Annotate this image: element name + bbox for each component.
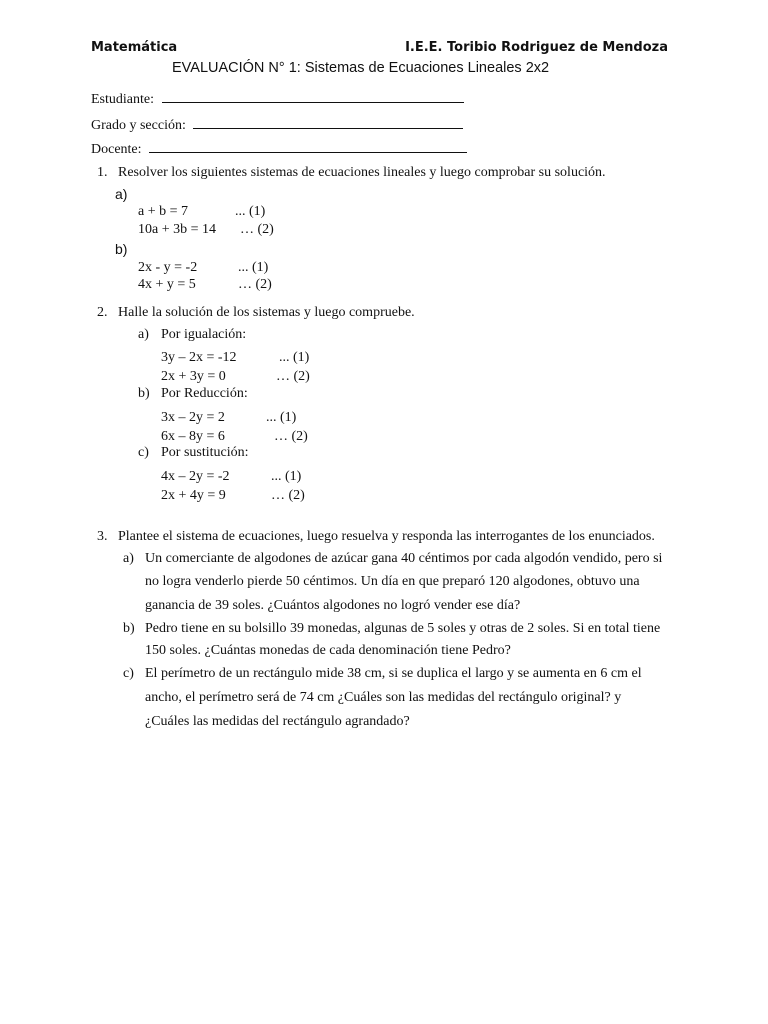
grade-blank-line [193, 115, 463, 129]
q3-c-line2: ancho, el perímetro será de 74 cm ¿Cuáles son las medidas del rectángulo original? y [145, 690, 622, 705]
q3-a-line3: ganancia de 39 soles. ¿Cuántos algodones no logró vender ese día? [145, 598, 521, 613]
grade-label: Grado y sección: [91, 118, 186, 133]
q1-b-eq1-ref: ... (1) [238, 260, 269, 275]
q3-a-label: a) [123, 551, 134, 566]
student-label: Estudiante: [91, 92, 154, 107]
q2-a-method: Por igualación: [161, 327, 247, 342]
teacher-blank-line [149, 139, 467, 153]
teacher-label: Docente: [91, 142, 142, 157]
q1-b-eq2: 4x + y = 5 [138, 277, 196, 292]
q1-a-eq2-ref: … (2) [240, 222, 274, 237]
teacher-field [91, 139, 467, 158]
q2-c-eq1: 4x – 2y = -2 [161, 469, 230, 484]
q1-text: Resolver los siguientes sistemas de ecuaciones lineales y luego comprobar su solución. [118, 165, 606, 180]
q2-c-eq2: 2x + 4y = 9 [161, 488, 226, 503]
q1-b-eq1: 2x - y = -2 [138, 260, 198, 275]
q1-a-eq1-ref: ... (1) [235, 204, 266, 219]
q1-number: 1. [97, 165, 108, 180]
q2-b-eq1-ref: ... (1) [266, 410, 297, 425]
school-name: I.E.E. Toribio Rodriguez de Mendoza [405, 40, 668, 55]
q2-b-method: Por Reducción: [161, 386, 248, 401]
q1-a-eq1: a + b = 7 [138, 204, 189, 219]
q2-a-eq2-ref: … (2) [276, 369, 310, 384]
q2-b-eq2-ref: … (2) [274, 429, 308, 444]
q3-b-label: b) [123, 621, 135, 636]
q3-c-label: c) [123, 666, 134, 681]
q2-b-label: b) [138, 386, 150, 401]
q3-b-line1: Pedro tiene en su bolsillo 39 monedas, algunas de 5 soles y otras de 2 soles. Si en total tiene [145, 621, 661, 636]
q2-b-eq2: 6x – 8y = 6 [161, 429, 225, 444]
q1-a-label: a) [115, 186, 128, 202]
q2-text: Halle la solución de los sistemas y luego compruebe. [118, 305, 415, 320]
student-field [91, 89, 464, 108]
q2-c-method: Por sustitución: [161, 445, 249, 460]
q2-a-eq1-ref: ... (1) [279, 350, 310, 365]
q2-a-label: a) [138, 327, 149, 342]
student-blank-line [162, 89, 464, 103]
q1-b-label: b) [115, 241, 128, 257]
exam-title: EVALUACIÓN N° 1: Sistemas de Ecuaciones Lineales 2x2 [172, 60, 550, 76]
grade-field [91, 115, 463, 134]
q3-b-line2: 150 soles. ¿Cuántas monedas de cada denominación tiene Pedro? [145, 643, 511, 658]
q2-a-eq2: 2x + 3y = 0 [161, 369, 226, 384]
q2-number: 2. [97, 305, 108, 320]
q3-c-line1: El perímetro de un rectángulo mide 38 cm, si se duplica el largo y se aumenta en 6 cm el [145, 666, 642, 681]
q3-number: 3. [97, 529, 108, 544]
q1-a-eq2: 10a + 3b = 14 [138, 222, 217, 237]
q3-a-line2: no logra venderlo pierde 50 céntimos. Un día en que preparó 120 algodones, obtuvo una [145, 574, 640, 589]
q1-b-eq2-ref: … (2) [238, 277, 272, 292]
q3-a-line1: Un comerciante de algodones de azúcar gana 40 céntimos por cada algodón vendido, pero si [145, 551, 663, 566]
q3-text: Plantee el sistema de ecuaciones, luego resuelva y responda las interrogantes de los enunciados. [118, 529, 655, 544]
q2-b-eq1: 3x – 2y = 2 [161, 410, 225, 425]
q2-c-eq1-ref: ... (1) [271, 469, 302, 484]
q3-c-line3: ¿Cuáles las medidas del rectángulo agrandado? [145, 714, 410, 729]
subject-label: Matemática [91, 40, 178, 55]
q2-a-eq1: 3y – 2x = -12 [161, 350, 237, 365]
q2-c-eq2-ref: … (2) [271, 488, 305, 503]
q2-c-label: c) [138, 445, 149, 460]
